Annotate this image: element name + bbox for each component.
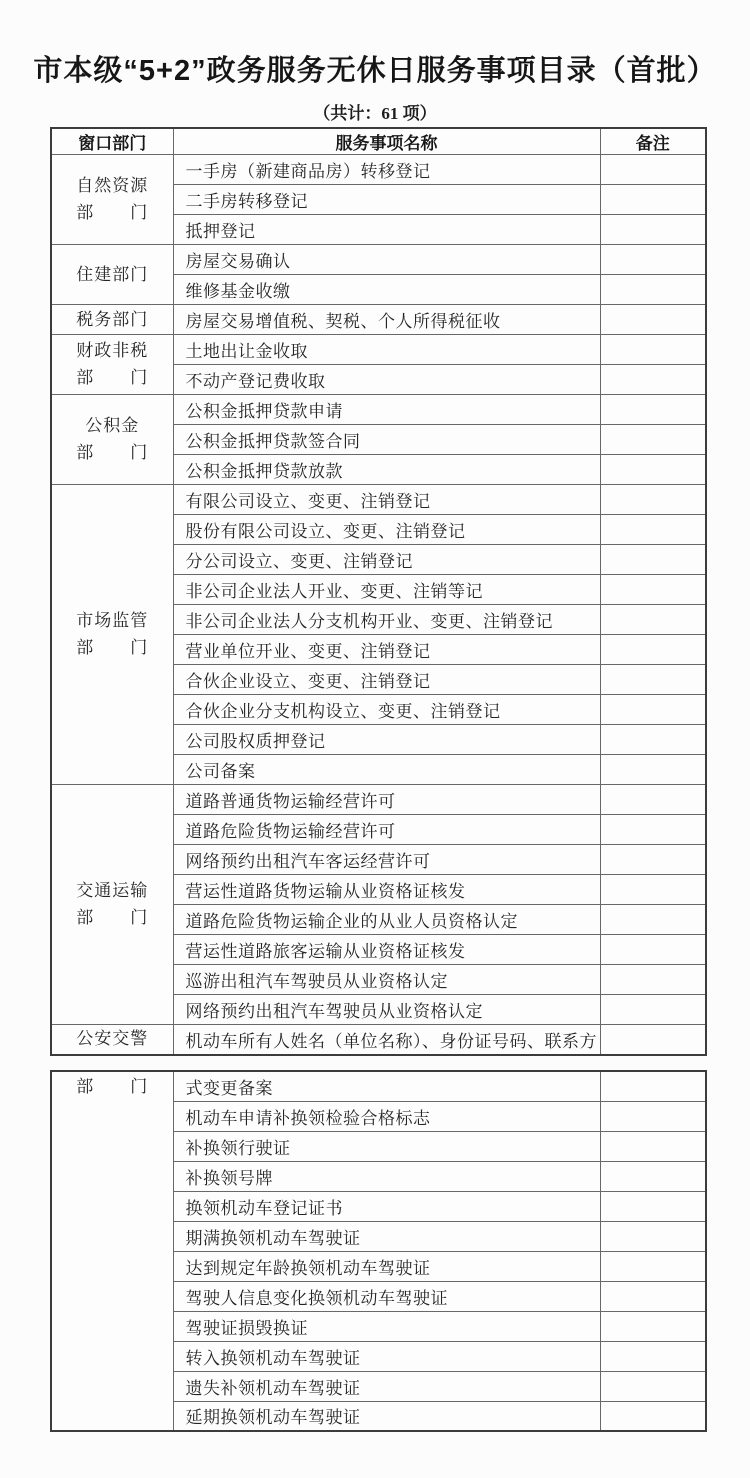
service-item-cell: 道路危险货物运输经营许可 (173, 815, 600, 845)
department-label-line: 市场监管 (76, 611, 149, 630)
service-item-cell: 机动车所有人姓名（单位名称）、身份证号码、联系方 (173, 1025, 600, 1055)
service-item-cell: 非公司企业法人分支机构开业、变更、注销登记 (173, 605, 600, 635)
remark-cell (600, 1281, 706, 1311)
department-cell (51, 485, 173, 785)
service-item-cell: 分公司设立、变更、注销登记 (173, 545, 600, 575)
remark-cell (600, 365, 706, 395)
service-item-cell: 式变更备案 (173, 1071, 600, 1101)
service-item-cell: 抵押登记 (173, 215, 600, 245)
department-cell (51, 155, 173, 245)
column-header-dept: 窗口部门 (51, 128, 173, 155)
department-cell (51, 785, 173, 1025)
remark-cell (600, 185, 706, 215)
service-table-page1 (50, 127, 707, 1056)
department-cell (51, 1025, 173, 1055)
service-table-page2 (50, 1070, 707, 1432)
table-row (51, 1071, 706, 1101)
table-row (51, 155, 706, 185)
table-row (51, 335, 706, 365)
department-label-line: 自然资源 (76, 176, 149, 195)
service-item-cell: 道路普通货物运输经营许可 (173, 785, 600, 815)
table-row (51, 1025, 706, 1055)
service-item-cell: 补换领行驶证 (173, 1131, 600, 1161)
remark-cell (600, 275, 706, 305)
remark-cell (600, 395, 706, 425)
remark-cell (600, 935, 706, 965)
service-item-cell: 延期换领机动车驾驶证 (173, 1401, 600, 1431)
remark-cell (600, 425, 706, 455)
table-row (51, 245, 706, 275)
remark-cell (600, 575, 706, 605)
service-item-cell: 换领机动车登记证书 (173, 1191, 600, 1221)
remark-cell (600, 305, 706, 335)
remark-cell (600, 245, 706, 275)
department-cell (51, 245, 173, 305)
remark-cell (600, 905, 706, 935)
remark-cell (600, 515, 706, 545)
remark-cell (600, 635, 706, 665)
service-item-cell: 二手房转移登记 (173, 185, 600, 215)
column-header-item: 服务事项名称 (173, 128, 600, 155)
service-item-cell: 公司股权质押登记 (173, 725, 600, 755)
service-item-cell: 房屋交易增值税、契税、个人所得税征收 (173, 305, 600, 335)
service-item-cell: 公积金抵押贷款申请 (173, 395, 600, 425)
service-item-cell: 公司备案 (173, 755, 600, 785)
department-label-line: 税务部门 (76, 309, 149, 329)
service-item-cell: 不动产登记费收取 (173, 365, 600, 395)
remark-cell (600, 1101, 706, 1131)
department-label-line: 部 门 (76, 443, 149, 462)
remark-cell (600, 845, 706, 875)
page-title: 市本级“5+2”政务服务无休日服务事项目录（首批） (33, 55, 717, 87)
department-label-line: 部 门 (76, 1077, 149, 1096)
table-row (51, 395, 706, 425)
department-label-line: 部 门 (76, 638, 149, 657)
service-item-cell: 房屋交易确认 (173, 245, 600, 275)
column-header-remark: 备注 (600, 128, 706, 155)
remark-cell (600, 1191, 706, 1221)
table-row (51, 485, 706, 515)
remark-cell (600, 1071, 706, 1101)
remark-cell (600, 1371, 706, 1401)
service-item-cell: 股份有限公司设立、变更、注销登记 (173, 515, 600, 545)
service-item-cell: 维修基金收缴 (173, 275, 600, 305)
remark-cell (600, 665, 706, 695)
remark-cell (600, 455, 706, 485)
service-item-cell: 公积金抵押贷款签合同 (173, 425, 600, 455)
remark-cell (600, 1025, 706, 1055)
department-label-line: 部 门 (76, 368, 149, 387)
remark-cell (600, 155, 706, 185)
department-cell (51, 1071, 173, 1431)
department-label-line: 部 门 (76, 908, 149, 927)
remark-cell (600, 995, 706, 1025)
department-label-line: 住建部门 (76, 264, 149, 284)
service-item-cell: 营运性道路货物运输从业资格证核发 (173, 875, 600, 905)
remark-cell (600, 695, 706, 725)
service-item-cell: 期满换领机动车驾驶证 (173, 1221, 600, 1251)
subtitle-total-count: （共计：61 项） (313, 104, 437, 123)
department-cell (51, 395, 173, 485)
department-label-line: 财政非税 (76, 341, 149, 360)
remark-cell (600, 815, 706, 845)
service-item-cell: 非公司企业法人开业、变更、注销等记 (173, 575, 600, 605)
service-item-cell: 补换领号牌 (173, 1161, 600, 1191)
table-header-row (51, 128, 706, 155)
department-label-line: 公积金 (85, 416, 140, 435)
department-label-line: 公安交警 (76, 1029, 149, 1049)
remark-cell (600, 1131, 706, 1161)
service-item-cell: 公积金抵押贷款放款 (173, 455, 600, 485)
department-label-line: 部 门 (76, 203, 149, 222)
remark-cell (600, 1251, 706, 1281)
service-item-cell: 土地出让金收取 (173, 335, 600, 365)
department-label-line: 交通运输 (76, 881, 149, 900)
service-item-cell: 道路危险货物运输企业的从业人员资格认定 (173, 905, 600, 935)
service-item-cell: 网络预约出租汽车客运经营许可 (173, 845, 600, 875)
service-item-cell: 机动车申请补换领检验合格标志 (173, 1101, 600, 1131)
table-row (51, 305, 706, 335)
remark-cell (600, 785, 706, 815)
service-item-cell: 巡游出租汽车驾驶员从业资格认定 (173, 965, 600, 995)
department-cell (51, 305, 173, 335)
department-cell (51, 335, 173, 395)
service-item-cell: 网络预约出租汽车驾驶员从业资格认定 (173, 995, 600, 1025)
remark-cell (600, 485, 706, 515)
service-item-cell: 遗失补领机动车驾驶证 (173, 1371, 600, 1401)
remark-cell (600, 215, 706, 245)
remark-cell (600, 725, 706, 755)
table-row (51, 785, 706, 815)
remark-cell (600, 875, 706, 905)
service-item-cell: 营业单位开业、变更、注销登记 (173, 635, 600, 665)
service-item-cell: 达到规定年龄换领机动车驾驶证 (173, 1251, 600, 1281)
remark-cell (600, 965, 706, 995)
service-item-cell: 有限公司设立、变更、注销登记 (173, 485, 600, 515)
service-item-cell: 一手房（新建商品房）转移登记 (173, 155, 600, 185)
remark-cell (600, 1221, 706, 1251)
service-item-cell: 转入换领机动车驾驶证 (173, 1341, 600, 1371)
remark-cell (600, 1401, 706, 1431)
remark-cell (600, 755, 706, 785)
service-item-cell: 驾驶人信息变化换领机动车驾驶证 (173, 1281, 600, 1311)
remark-cell (600, 1161, 706, 1191)
remark-cell (600, 545, 706, 575)
service-item-cell: 合伙企业设立、变更、注销登记 (173, 665, 600, 695)
remark-cell (600, 1311, 706, 1341)
remark-cell (600, 1341, 706, 1371)
service-item-cell: 营运性道路旅客运输从业资格证核发 (173, 935, 600, 965)
remark-cell (600, 335, 706, 365)
remark-cell (600, 605, 706, 635)
service-item-cell: 驾驶证损毁换证 (173, 1311, 600, 1341)
service-item-cell: 合伙企业分支机构设立、变更、注销登记 (173, 695, 600, 725)
